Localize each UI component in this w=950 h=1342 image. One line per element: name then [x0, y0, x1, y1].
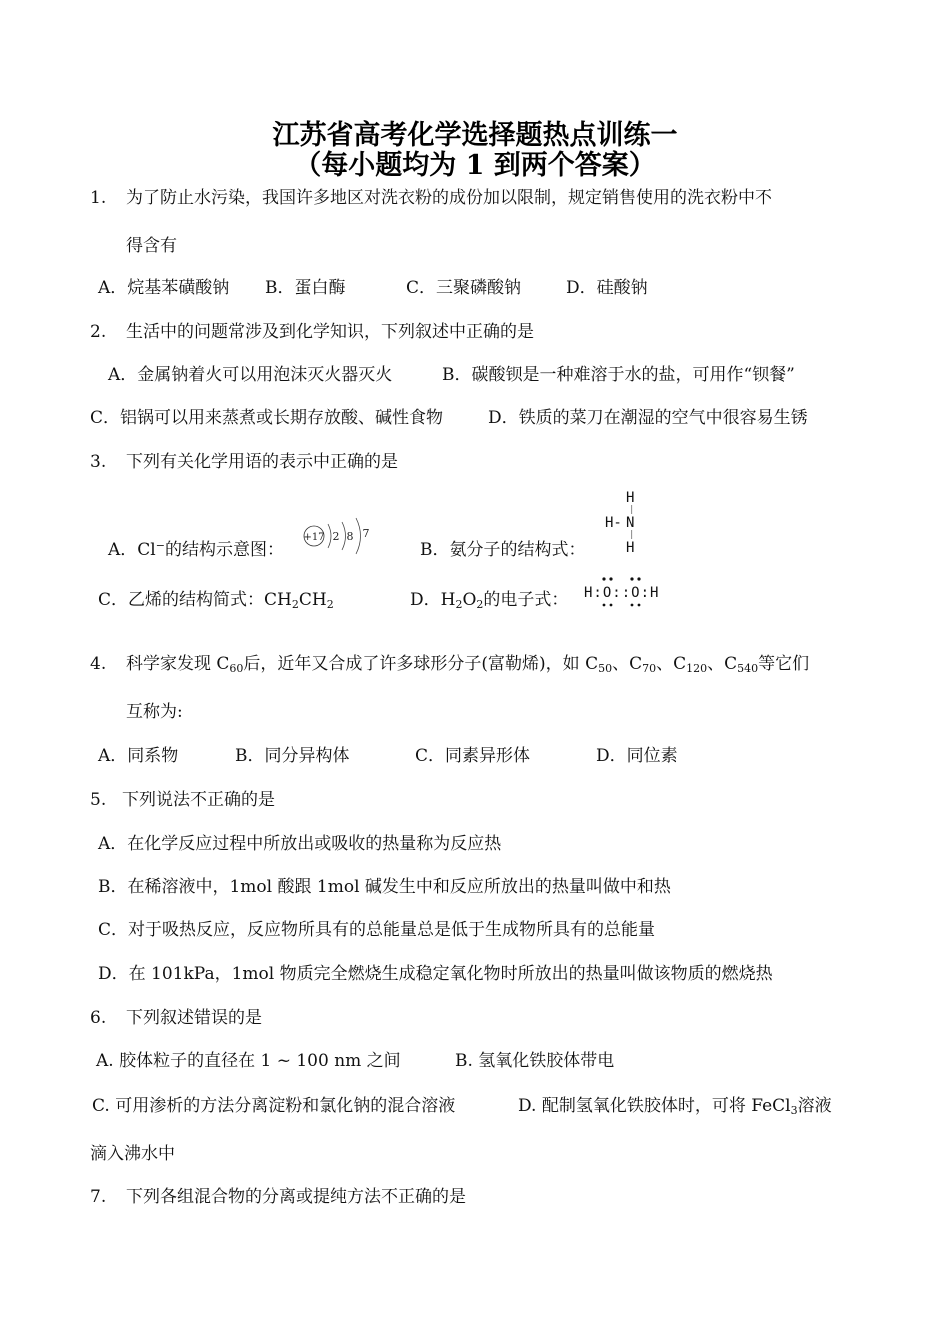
question-6: [90, 1006, 262, 1030]
question-7: [90, 1185, 466, 1209]
question-2: [90, 320, 534, 344]
question-text: 下列说法不正确的是: [122, 790, 275, 810]
page-subtitle: （每小题均为 1 到两个答案）: [294, 150, 656, 181]
q4-option-c: C．同素异形体: [415, 746, 531, 766]
q3-option-b: B．氨分子的结构式：: [420, 540, 586, 560]
question-text: 为了防止水污染，我国许多地区对洗衣粉的成份加以限制，规定销售使用的洗衣粉中不: [126, 188, 772, 208]
q4-option-d: D．同位素: [596, 746, 678, 766]
question-5: [90, 788, 275, 812]
question-number: 5.: [90, 790, 107, 810]
question-text: 生活中的问题常涉及到化学知识，下列叙述中正确的是: [126, 322, 534, 342]
q1-option-b: B．蛋白酶: [265, 278, 346, 298]
q2-option-b: B．碳酸钡是一种难溶于水的盐，可用作“钡餐”: [442, 365, 795, 385]
shell-2-electrons: 8: [346, 530, 354, 543]
question-text: 下列各组混合物的分离或提纯方法不正确的是: [126, 1187, 466, 1207]
page-title: 江苏省高考化学选择题热点训练一: [272, 120, 678, 151]
q6-option-c: C. 可用渗析的方法分离淀粉和氯化钠的混合溶液: [92, 1096, 456, 1116]
q2-option-d: D．铁质的菜刀在潮湿的空气中很容易生锈: [488, 408, 808, 428]
hydrogen-peroxide-electron-formula: H:O::O:H: [584, 574, 668, 610]
q6-option-b: B. 氢氧化铁胶体带电: [455, 1051, 615, 1071]
question-text: 下列叙述错误的是: [126, 1008, 262, 1028]
q4-option-b: B．同分异构体: [235, 746, 350, 766]
q2-option-a: A．金属钠着火可以用泡沫灭火器灭火: [108, 365, 393, 385]
q6-option-d-continued: 滴入沸水中: [90, 1144, 175, 1164]
question-text: 下列有关化学用语的表示中正确的是: [126, 452, 398, 472]
q3-option-c: C．乙烯的结构简式：$CH_2CH_2$: [98, 590, 334, 611]
chloride-structure-diagram: [300, 512, 380, 556]
question-4-continued: 互称为:: [126, 702, 183, 722]
shell-1-electrons: 2: [332, 530, 340, 543]
q6-option-d: D. 配制氢氧化铁胶体时，可将 FeCl$_3$溶液: [518, 1096, 832, 1117]
question-number: 7.: [90, 1187, 107, 1207]
ammonia-structural-formula: H | H- N | H: [605, 490, 635, 556]
q3-option-d: D．$H_2O_2$的电子式：: [410, 590, 569, 611]
question-3: [90, 450, 398, 474]
question-1: [90, 186, 772, 210]
question-4: 4. 科学家发现 $C_{60}$后，近年又合成了许多球形分子(富勒烯)，如 $C_{50}$、$C_{70}$、$C_{120}$、$C_{540}$等它们: [90, 654, 810, 675]
q1-option-c: C．三聚磷酸钠: [406, 278, 522, 298]
q5-option-a: A．在化学反应过程中所放出或吸收的热量称为反应热: [98, 834, 502, 854]
question-number: 3.: [90, 452, 107, 472]
q4-option-a: A．同系物: [98, 746, 179, 766]
lone-pair-dots-bottom: [584, 602, 668, 610]
question-1-continued: 得含有: [126, 236, 177, 256]
q3-option-a: A．Cl−的结构示意图：: [108, 539, 284, 560]
q1-option-d: D．硅酸钠: [566, 278, 648, 298]
q2-option-c: C．铝锅可以用来蒸煮或长期存放酸、碱性食物: [90, 408, 444, 428]
question-number: 6.: [90, 1008, 107, 1028]
question-number: 2.: [90, 322, 107, 342]
q6-option-a: A. 胶体粒子的直径在 1 ~ 100 nm 之间: [96, 1051, 401, 1071]
question-number: 1.: [90, 188, 107, 208]
q1-option-a: A．烷基苯磺酸钠: [98, 278, 230, 298]
nucleus-charge: +17: [303, 532, 325, 543]
question-number: 4.: [90, 654, 107, 674]
q5-option-b: B．在稀溶液中，1mol 酸跟 1mol 碱发生中和反应所放出的热量叫做中和热: [98, 877, 671, 897]
q5-option-c: C．对于吸热反应，反应物所具有的总能量总是低于生成物所具有的总能量: [98, 920, 656, 940]
q5-option-d: D．在 101kPa，1mol 物质完全燃烧生成稳定氧化物时所放出的热量叫做该物质的燃烧热: [98, 964, 773, 984]
shell-3-electrons: 7: [362, 527, 370, 540]
